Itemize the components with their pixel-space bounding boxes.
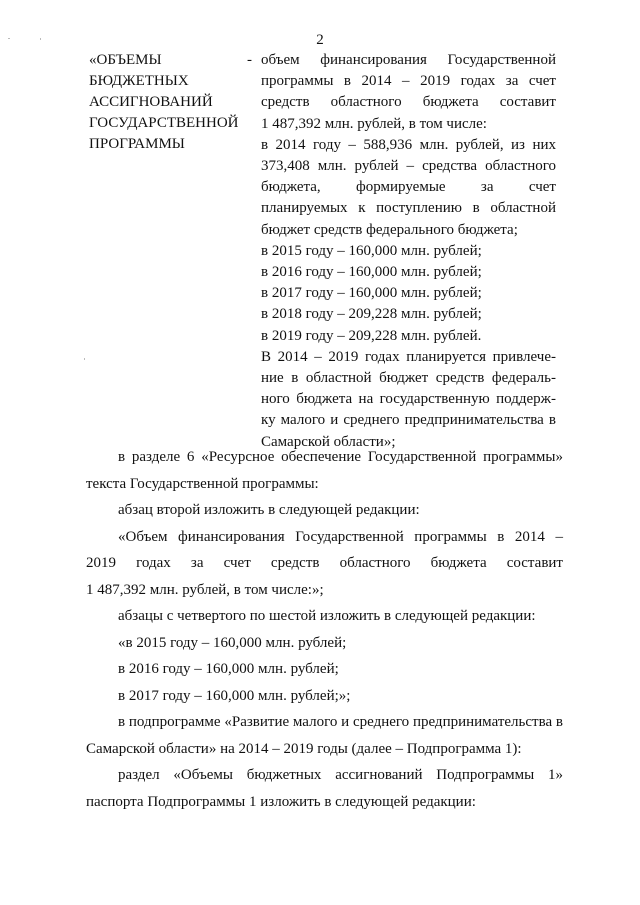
table-right-line: в 2017 году – 160,000 млн. рублей; <box>261 285 482 302</box>
body-line: «Объем финансирования Государственной программы в 2014 – <box>118 528 563 545</box>
scan-speck <box>40 38 41 40</box>
table-left-line: ПРОГРАММЫ <box>89 136 185 152</box>
table-right-line: бюджет средств федерального бюджета; <box>261 221 518 238</box>
table-left-line: ГОСУДАРСТВЕННОЙ <box>89 115 239 131</box>
body-line: 1 487,392 млн. рублей, в том числе:»; <box>86 581 324 598</box>
body-line: в разделе 6 «Ресурсное обеспечение Государственной программы» <box>118 449 563 465</box>
table-right-line: ку малого и среднего предпринимательства в <box>261 412 556 429</box>
table-right-column <box>261 50 556 453</box>
table-right-line: Самарской области»; <box>261 433 396 450</box>
table-right-line: В 2014 – 2019 годах планируется привлече- <box>261 348 556 365</box>
table-right-line: объем финансирования Государственной <box>261 52 556 68</box>
body-line: абзац второй изложить в следующей редакции: <box>118 502 420 518</box>
table-right-line: в 2018 году – 209,228 млн. рублей; <box>261 306 482 323</box>
table-right-line: в 2015 году – 160,000 млн. рублей; <box>261 242 482 259</box>
scan-speck <box>8 38 10 39</box>
table-right-line: программы в 2014 – 2019 годах за счет <box>261 73 556 90</box>
body-line: в 2017 году – 160,000 млн. рублей;»; <box>118 687 351 704</box>
body-line: раздел «Объемы бюджетных ассигнований Подпрограммы 1» <box>118 767 563 783</box>
body-line: 2019 годах за счет средств областного бюджета составит <box>86 555 563 571</box>
body-line: в подпрограмме «Развитие малого и среднего предпринимательства в <box>118 714 563 730</box>
body-line: «в 2015 году – 160,000 млн. рублей; <box>118 634 347 651</box>
table-right-line: 373,408 млн. рублей – средства областного <box>261 158 556 175</box>
scan-speck <box>84 358 85 360</box>
amendment-text <box>86 444 563 815</box>
body-line: Самарской области» на 2014 – 2019 годы (далее – Подпрограмма 1): <box>86 740 522 757</box>
table-right-line: в 2016 году – 160,000 млн. рублей; <box>261 264 482 281</box>
table-left-column <box>89 50 239 155</box>
table-right-line: 1 487,392 млн. рублей, в том числе: <box>261 115 487 132</box>
table-right-line: ного бюджета на государственную поддерж- <box>261 391 556 408</box>
table-left-line: БЮДЖЕТНЫХ <box>89 73 189 89</box>
body-line: паспорта Подпрограммы 1 изложить в следующей редакции: <box>86 793 476 810</box>
body-line: абзацы с четвертого по шестой изложить в следующей редакции: <box>118 608 536 624</box>
table-right-line: средств областного бюджета составит <box>261 94 556 111</box>
table-dash: - <box>247 52 252 68</box>
table-right-line: в 2019 году – 209,228 млн. рублей. <box>261 327 482 344</box>
table-right-line: в 2014 году – 588,936 млн. рублей, из них <box>261 136 556 153</box>
body-line: текста Государственной программы: <box>86 475 319 492</box>
body-line: в 2016 году – 160,000 млн. рублей; <box>118 661 339 677</box>
table-right-line: ние в областной бюджет средств федераль- <box>261 370 556 387</box>
table-right-line: бюджета, формируемые за счет <box>261 179 556 196</box>
table-left-line: АССИГНОВАНИЙ <box>89 94 213 110</box>
table-left-line: «ОБЪЕМЫ <box>89 52 162 68</box>
table-right-line: планируемых к поступлению в областной <box>261 200 556 217</box>
page-number: 2 <box>316 32 324 48</box>
